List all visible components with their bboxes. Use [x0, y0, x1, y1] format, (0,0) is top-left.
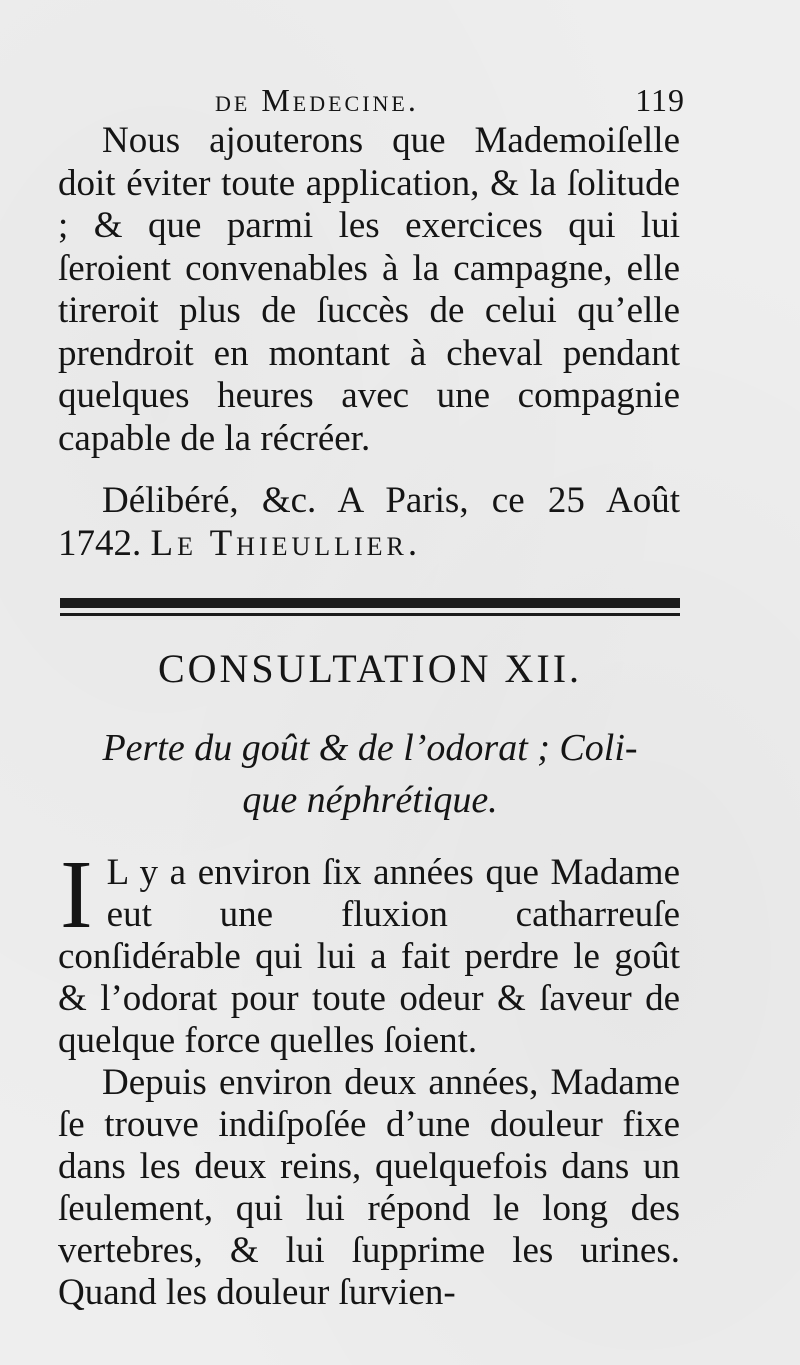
body-paragraph-1: [58, 841, 680, 1062]
signature: Le Thieullier.: [150, 522, 422, 564]
running-head: [215, 82, 685, 122]
body-paragraph-1-text: L y a environ ſix années que Madame eut une fluxion catharreuſe conſidérable qui lui a fait perdre le goût & l’odorat pour toute odeur & ſaveur de quelque force quelles ſoient.: [58, 852, 680, 1061]
deliberation-text: Délibéré, &c. A Paris, ce 25 Août 1742.: [58, 480, 680, 564]
running-head-title: de Medecine.: [215, 82, 419, 118]
subtitle-line-2: que néphrétique.: [242, 779, 498, 821]
paragraph-text: [58, 480, 680, 565]
section-rule: [60, 598, 680, 620]
drop-cap: I: [60, 841, 93, 949]
body-paragraph-2: Depuis environ deux années, Madame ſe trouve indiſpoſée d’une douleur fixe dans les deux reins, quelquefois dans un ſeulement, qui lui répond le long des vertebres, & lui ſupprime les urines. Quand les douleur ſurvien-: [58, 1062, 680, 1313]
rule-thick-line: [60, 598, 680, 608]
section-heading: CONSULTATION XII.: [157, 646, 583, 691]
paragraph-deliberation: [58, 480, 680, 565]
subtitle-line-1: Perte du goût & de l’odorat ; Coli-: [102, 727, 638, 769]
consultation-body: [58, 841, 680, 1314]
paragraph-recommendation: [58, 120, 680, 460]
page-number: 119: [635, 82, 685, 118]
paragraph-text: Nous ajouterons que Mademoiſelle doit éviter toute application, & la ſolitude ; & que parmi les exercices qui lui ſeroient convenables à la campagne, elle tireroit plus de ſuccès de celui qu’elle prendroit en montant à cheval pendant quelques heures avec une compagnie capable de la récréer.: [58, 120, 680, 459]
rule-thin-line: [60, 613, 680, 616]
section-subtitle: [60, 722, 680, 826]
